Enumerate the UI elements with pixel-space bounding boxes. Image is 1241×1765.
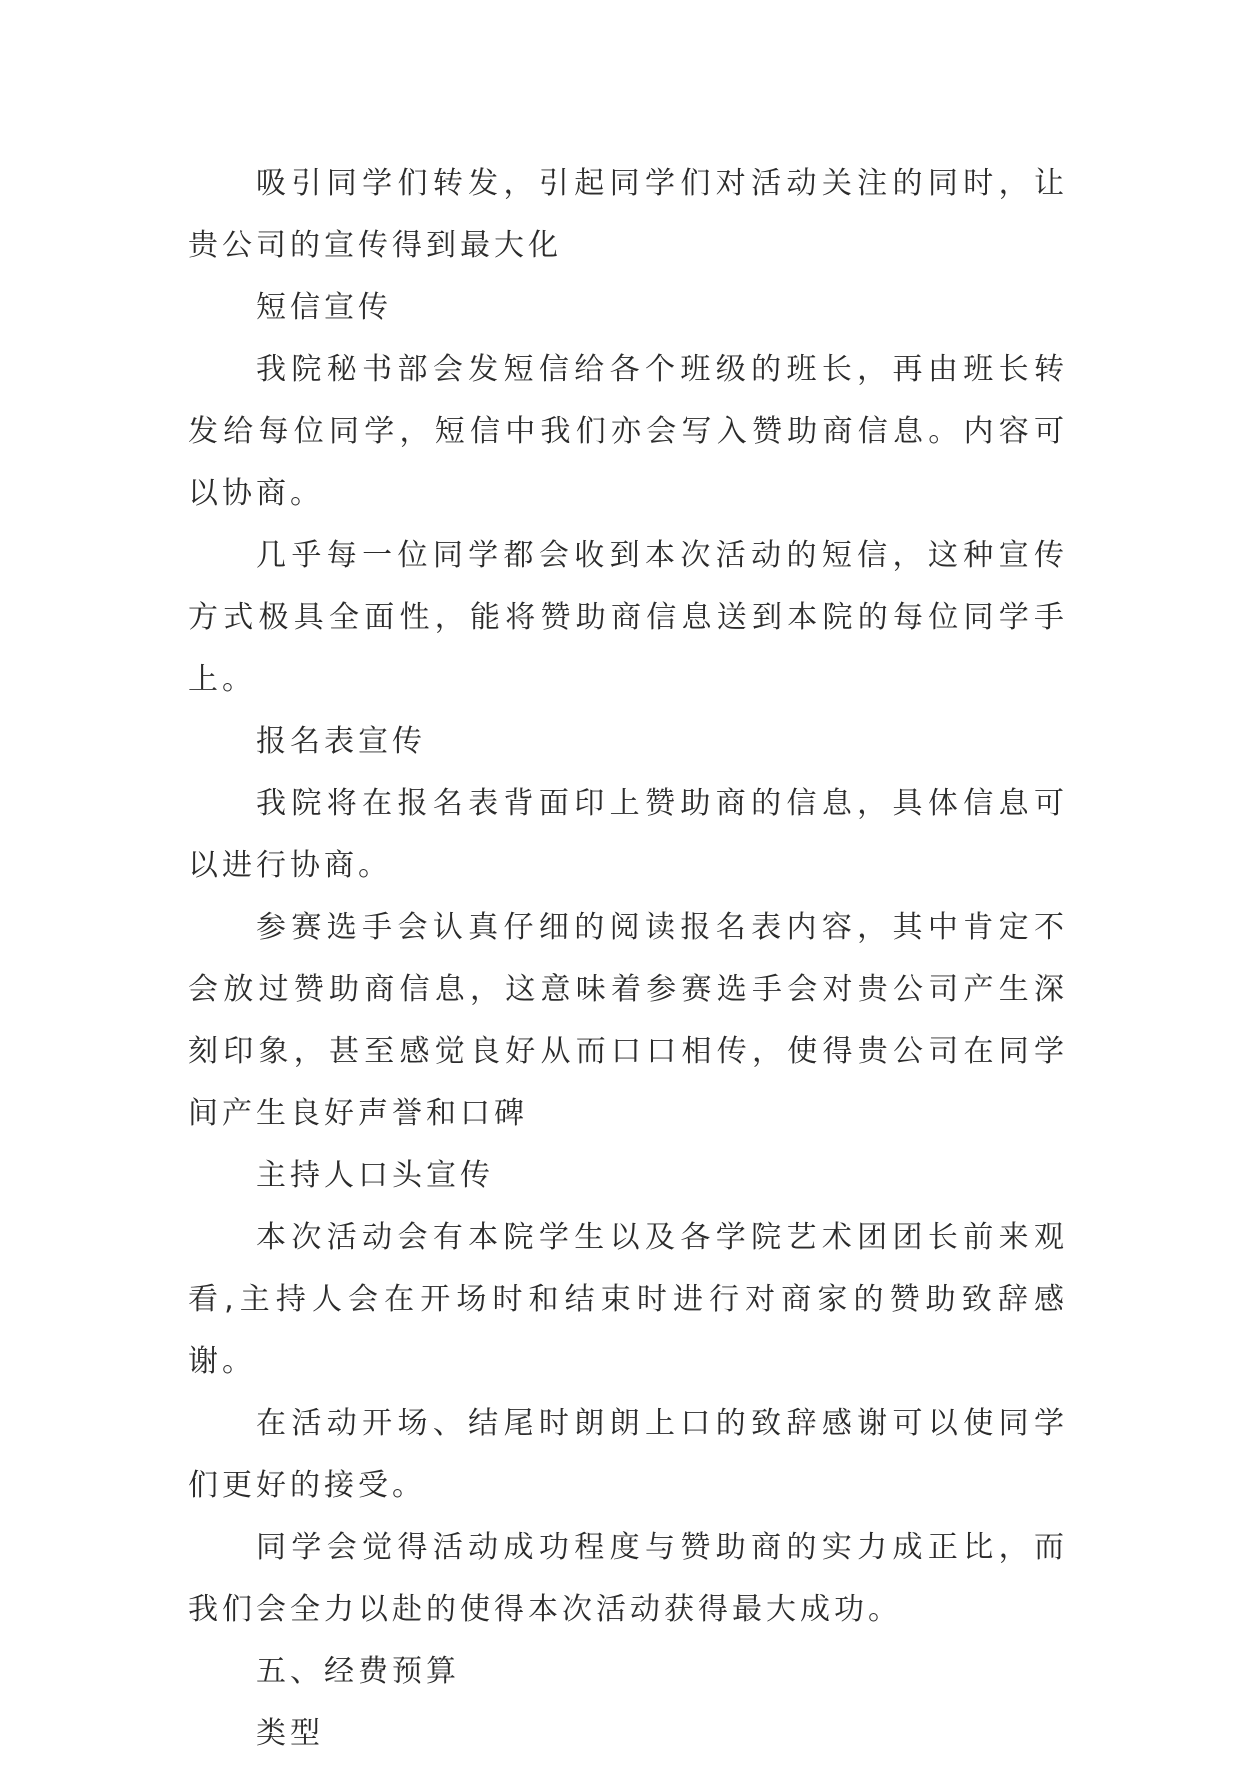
document-body [188, 153, 1068, 1765]
paragraph-form-benefit: 参赛选手会认真仔细的阅读报名表内容，其中肯定不会放过赞助商信息，这意味着参赛选手会对贵公司产生深刻印象，甚至感觉良好从而口口相传，使得贵公司在同学间产生良好声誉和口碑 [188, 910, 1068, 1131]
paragraph-success: 同学会觉得活动成功程度与赞助商的实力成正比，而我们会全力以赴的使得本次活动获得最大成功。 [188, 1530, 1068, 1627]
paragraph-intro: 吸引同学们转发，引起同学们对活动关注的同时，让贵公司的宣传得到最大化 [188, 166, 1068, 263]
paragraph-host-benefit: 在活动开场、结尾时朗朗上口的致辞感谢可以使同学们更好的接受。 [188, 1406, 1068, 1503]
paragraph-sms-benefit: 几乎每一位同学都会收到本次活动的短信，这种宣传方式极具全面性，能将赞助商信息送到本院的每位同学手上。 [188, 538, 1068, 697]
paragraph-form-detail: 我院将在报名表背面印上赞助商的信息，具体信息可以进行协商。 [188, 786, 1068, 883]
heading-form-promotion: 报名表宣传 [256, 724, 426, 759]
paragraph-host-detail: 本次活动会有本院学生以及各学院艺术团团长前来观看,主持人会在开场时和结束时进行对商家的赞助致辞感谢。 [188, 1220, 1068, 1379]
paragraph-type: 类型 [256, 1716, 324, 1751]
paragraph-sms-detail: 我院秘书部会发短信给各个班级的班长，再由班长转发给每位同学，短信中我们亦会写入赞助商信息。内容可以协商。 [188, 352, 1068, 511]
heading-budget: 五、经费预算 [256, 1654, 460, 1689]
heading-sms-promotion: 短信宣传 [256, 290, 392, 325]
heading-host-promotion: 主持人口头宣传 [256, 1158, 494, 1193]
